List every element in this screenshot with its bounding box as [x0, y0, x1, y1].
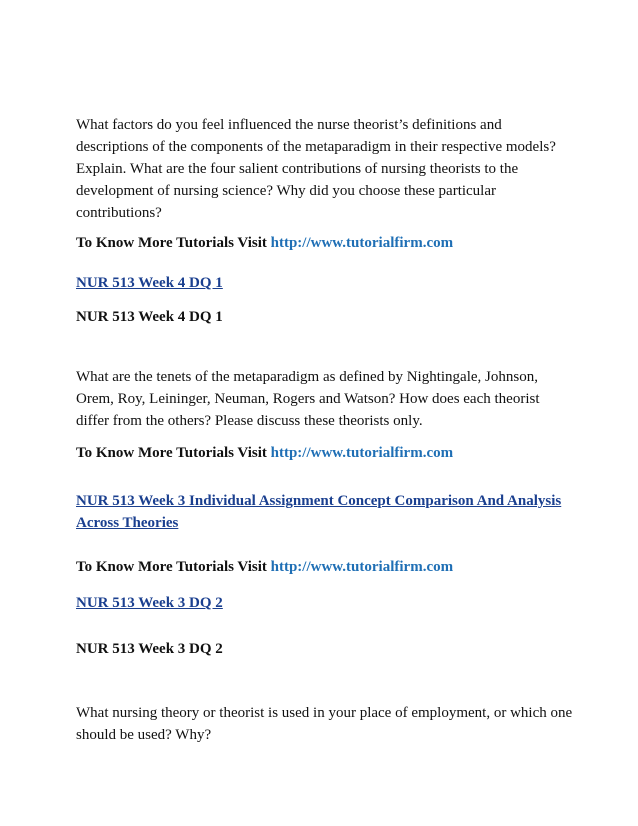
visit-label: To Know More Tutorials Visit [76, 445, 267, 461]
course-link[interactable]: NUR 513 Week 3 DQ 2 [76, 595, 223, 611]
tutorial-visit-line-1 [76, 232, 576, 254]
visit-label: To Know More Tutorials Visit [76, 235, 267, 251]
course-link-individual-assignment [76, 490, 576, 534]
course-link-week3-dq2 [76, 592, 576, 614]
section-heading: NUR 513 Week 4 DQ 1 [76, 309, 223, 325]
tutorial-visit-line-2 [76, 442, 576, 464]
question-paragraph-2 [76, 366, 576, 432]
visit-label: To Know More Tutorials Visit [76, 559, 267, 575]
section-heading-week4-dq1 [76, 306, 576, 328]
section-heading: NUR 513 Week 3 DQ 2 [76, 641, 223, 657]
paragraph-text: What factors do you feel influenced the nurse theorist’s definitions and descriptions of the components of the metaparadigm in their respective models? Explain. What are the four salient contributions of nursing theorists to the development of nursing science? Why did you choose these particular contributions? [76, 117, 556, 221]
tutorial-url-link[interactable]: http://www.tutorialfirm.com [270, 235, 454, 251]
paragraph-text: What nursing theory or theorist is used in your place of employment, or which one should be used? Why? [76, 705, 573, 743]
paragraph-text: What are the tenets of the metaparadigm as defined by Nightingale, Johnson, Orem, Roy, Leininger, Neuman, Rogers and Watson? How does each theorist differ from the others? Please discuss these theorists only. [76, 369, 540, 429]
course-link[interactable]: NUR 513 Week 3 Individual Assignment Concept Comparison And Analysis Across Theories [76, 493, 562, 531]
tutorial-visit-line-3 [76, 556, 576, 578]
tutorial-url-link[interactable]: http://www.tutorialfirm.com [270, 559, 454, 575]
question-paragraph-1 [76, 114, 576, 224]
section-heading-week3-dq2 [76, 638, 576, 660]
course-link-week4-dq1 [76, 272, 576, 294]
course-link[interactable]: NUR 513 Week 4 DQ 1 [76, 275, 223, 291]
question-paragraph-3 [76, 702, 576, 746]
tutorial-url-link[interactable]: http://www.tutorialfirm.com [270, 445, 454, 461]
